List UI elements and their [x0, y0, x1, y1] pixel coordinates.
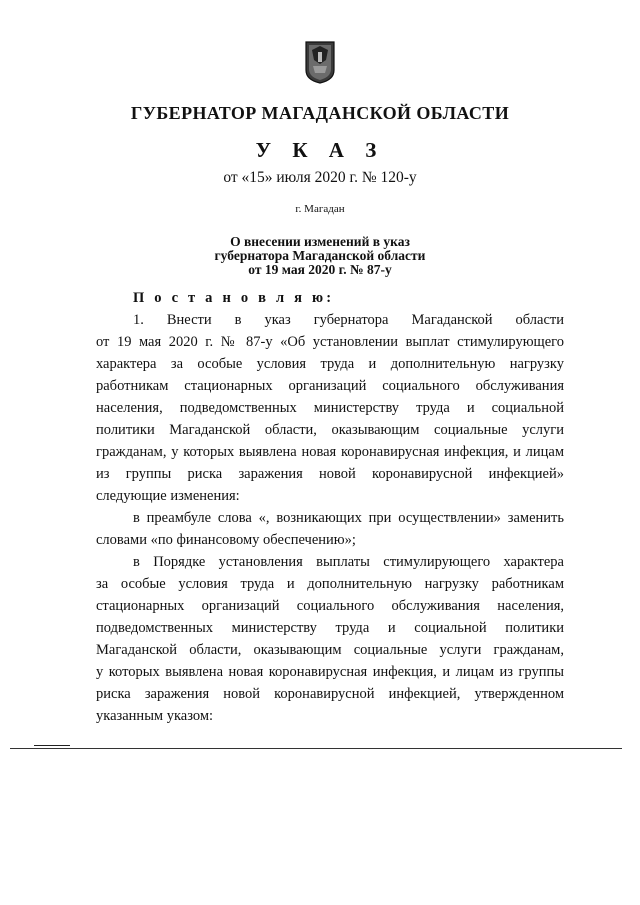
- body-line: стационарных организаций социального обслуживания населения,: [96, 598, 564, 614]
- body-line: Магаданской области, оказывающим социальные услуги гражданам,: [96, 642, 564, 658]
- page-divider: [10, 748, 622, 749]
- title-line: О внесении изменений в указ: [230, 234, 410, 249]
- document-type: У К А З: [255, 138, 385, 162]
- body-line: гражданам, у которых выявлена новая коронавирусная инфекция, и лицам: [96, 444, 564, 460]
- document-city: г. Магадан: [295, 203, 345, 215]
- document-title: [0, 235, 640, 277]
- title-line: от 19 мая 2020 г. № 87-у: [248, 262, 392, 277]
- body-line: 1. Внести в указ губернатора Магаданской области: [133, 312, 564, 328]
- body-line: работникам стационарных организаций социального обслуживания: [96, 378, 564, 394]
- page-divider-mark: [34, 745, 70, 746]
- body-line: подведомственных министерству труда и социальной политики: [96, 620, 564, 636]
- body-line: политики Магаданской области, оказывающим социальные услуги: [96, 422, 564, 438]
- body-line: риска заражения новой коронавирусной инфекцией, утвержденном: [96, 686, 564, 702]
- body-line: словами «по финансовому обеспечению»;: [96, 532, 356, 548]
- decree-word: П о с т а н о в л я ю:: [133, 290, 335, 306]
- body-line: следующие изменения:: [96, 488, 240, 504]
- body-line: от 19 мая 2020 г. № 87-у «Об установлении выплат стимулирующего: [96, 334, 564, 350]
- body-line: за особые условия труда и дополнительную нагрузку работникам: [96, 576, 564, 592]
- issuing-authority: ГУБЕРНАТОР МАГАДАНСКОЙ ОБЛАСТИ: [130, 103, 510, 123]
- body-line: из группы риска заражения новой коронавирусной инфекцией»: [96, 466, 564, 482]
- body-line: у которых выявлена новая коронавирусная инфекция, и лицам из группы: [96, 664, 564, 680]
- body-line: в преамбуле слова «, возникающих при осуществлении» заменить: [133, 510, 564, 526]
- document-body: [96, 309, 564, 727]
- body-line: населения, подведомственных министерству труда и социальной: [96, 400, 564, 416]
- title-line: губернатора Магаданской области: [214, 248, 426, 263]
- body-line: указанным указом:: [96, 708, 214, 724]
- body-line: характера за особые условия труда и дополнительную нагрузку: [96, 356, 564, 372]
- document-date-number: от «15» июля 2020 г. № 120-у: [223, 169, 417, 186]
- coat-of-arms-icon: [304, 40, 336, 84]
- body-line: в Порядке установления выплаты стимулирующего характера: [133, 554, 564, 570]
